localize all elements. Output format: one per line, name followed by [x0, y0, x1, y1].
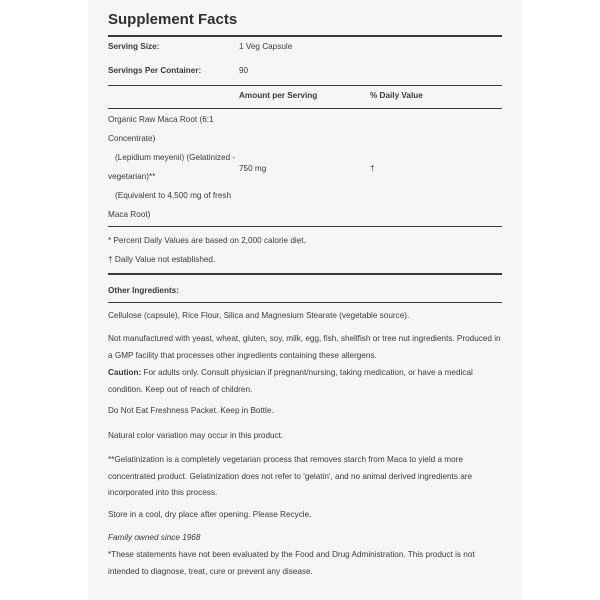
serving-size-label: Serving Size:: [108, 42, 160, 51]
ingredient-line: (Equivalent to 4,500 mg of fresh: [115, 191, 232, 200]
footnote-divider: [108, 273, 502, 275]
ingredient-line: Organic Raw Maca Root (6:1: [108, 115, 214, 124]
other-ingredients-text: Cellulose (capsule), Rice Flour, Silica and Magnesium Stearate (vegetable source).: [108, 311, 410, 320]
ingredient-line: Concentrate): [108, 134, 156, 143]
caution-text: For adults only. Consult physician if pregnant/nursing, taking medication, or have a medical condition. Keep out of reach of children.: [108, 368, 473, 394]
daily-value-header: % Daily Value: [370, 91, 423, 100]
color-variation-statement: Natural color variation may occur in this product.: [108, 431, 284, 440]
percent-dv-footnote: * Percent Daily Values are based on 2,000 calorie diet.: [108, 236, 306, 245]
storage-statement: Store in a cool, dry place after opening. Please Recycle.: [108, 510, 312, 519]
header-divider: [108, 108, 502, 109]
other-ingredients-heading: Other Ingredients:: [108, 286, 179, 295]
ingredient-line: (Lepidium meyenii) (Gelatinized -: [115, 153, 236, 162]
serving-size-value: 1 Veg Capsule: [239, 42, 293, 51]
ingredient-line: Maca Root): [108, 210, 151, 219]
amount-per-serving-header: Amount per Serving: [239, 91, 318, 100]
servings-per-container-value: 90: [239, 66, 249, 75]
dv-not-established-footnote: † Daily Value not established.: [108, 255, 216, 264]
servings-per-container-label: Servings Per Container:: [108, 66, 202, 75]
ingredient-divider: [108, 226, 502, 227]
ingredient-daily-value: †: [370, 164, 375, 173]
caution-label: Caution:: [108, 368, 142, 377]
ingredient-amount: 750 mg: [239, 164, 267, 173]
fda-statement: *These statements have not been evaluated by the Food and Drug Administration. This product is not intended to diagnose, treat, cure or prevent any disease.: [108, 550, 475, 576]
allergen-statement: Not manufactured with yeast, wheat, gluten, soy, milk, egg, fish, shellfish or tree nut ingredients. Produced in a GMP facility that processes other ingredients containing these allergens.: [108, 334, 501, 360]
label-title: Supplement Facts: [108, 11, 238, 28]
serving-divider: [108, 85, 502, 86]
freshness-statement: Do Not Eat Freshness Packet. Keep in Bottle.: [108, 406, 274, 415]
ingredient-line: vegetarian)**: [108, 172, 156, 181]
title-divider: [108, 35, 502, 37]
other-ingredients-divider: [108, 302, 502, 303]
caution-statement: [108, 365, 502, 398]
family-owned-statement: Family owned since 1968: [108, 533, 201, 542]
gelatinization-statement: **Gelatinization is a completely vegetarian process that removes starch from Maca to yield a more concentrated product. Gelatinization does not refer to 'gelatin', and no animal derived ingredients are incorporated into this process.: [108, 455, 473, 497]
